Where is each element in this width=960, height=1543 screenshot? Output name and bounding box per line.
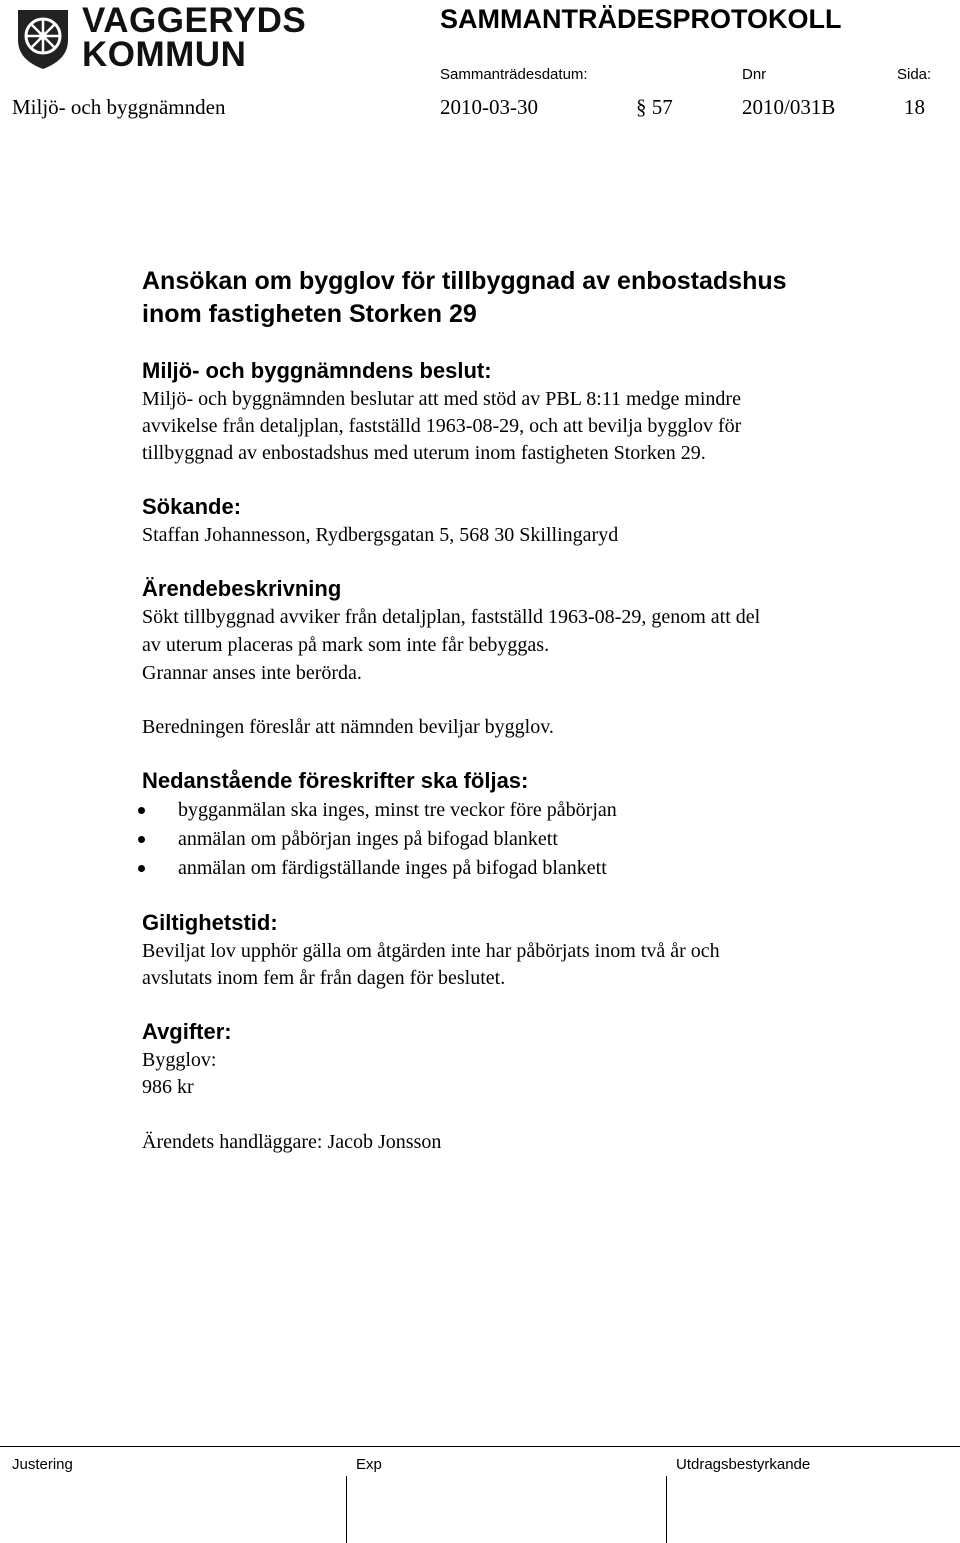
page-label: Sida: [897,66,932,83]
validity-line: avslutats inom fem år från dagen för beslutet. [142,967,506,989]
footer-utdragsbestyrkande-label: Utdragsbestyrkande [676,1456,811,1473]
description-line: Sökt tillbyggnad avviker från detaljplan, fastställd 1963-08-29, genom att del [142,606,761,628]
case-title-line1: Ansökan om bygglov för tillbyggnad av enbostadshus [142,267,787,295]
meeting-date: 2010-03-30 [440,95,538,119]
regulation-item: anmälan om färdigställande inges på bifogad blankett [178,857,607,879]
proposal-text: Beredningen föreslår att nämnden beviljar bygglov. [142,716,554,738]
meeting-date-label: Sammanträdesdatum: [440,66,588,83]
bullet-icon [138,807,145,814]
decision-line: tillbyggnad av enbostadshus med uterum inom fastigheten Storken 29. [142,442,706,464]
footer-justering-label: Justering [12,1456,73,1473]
page-number: 18 [904,95,925,119]
decision-heading: Miljö- och byggnämndens beslut: [142,358,492,383]
municipal-crest-icon [12,6,74,70]
validity-heading: Giltighetstid: [142,910,278,935]
validity-line: Beviljat lov upphör gälla om åtgärden inte har påbörjats inom två år och [142,940,720,962]
bullet-icon [138,865,145,872]
case-handler: Ärendets handläggare: Jacob Jonsson [142,1131,442,1153]
fee-amount: 986 kr [142,1076,194,1098]
decision-line: avvikelse från detaljplan, fastställd 1963-08-29, och att bevilja bygglov för [142,415,742,437]
case-title-line2: inom fastigheten Storken 29 [142,300,477,328]
fees-heading: Avgifter: [142,1019,232,1044]
decision-line: Miljö- och byggnämnden beslutar att med stöd av PBL 8:11 medge mindre [142,388,741,410]
description-line: Grannar anses inte berörda. [142,662,362,684]
dnr-value: 2010/031B [742,95,836,119]
paragraph-number: § 57 [636,95,673,119]
dnr-label: Dnr [742,66,767,83]
regulation-item: anmälan om påbörjan inges på bifogad blankett [178,828,558,850]
document-type: SAMMANTRÄDESPROTOKOLL [440,4,842,34]
description-heading: Ärendebeskrivning [142,576,342,601]
regulations-heading: Nedanstående föreskrifter ska följas: [142,768,529,793]
description-line: av uterum placeras på mark som inte får bebyggas. [142,634,550,656]
board-name: Miljö- och byggnämnden [12,95,226,119]
bullet-icon [138,836,145,843]
fee-label: Bygglov: [142,1049,217,1071]
footer-divider [0,1446,960,1447]
applicant-details: Staffan Johannesson, Rydbergsgatan 5, 568 30 Skillingaryd [142,524,619,546]
logo-text-line2: KOMMUN [82,35,247,74]
footer-column-divider [666,1476,667,1543]
footer-column-divider [346,1476,347,1543]
regulation-item: bygganmälan ska inges, minst tre veckor före påbörjan [178,799,617,821]
applicant-heading: Sökande: [142,494,242,519]
logo-text-line1: VAGGERYDS [82,1,307,40]
footer-exp-label: Exp [356,1456,382,1473]
